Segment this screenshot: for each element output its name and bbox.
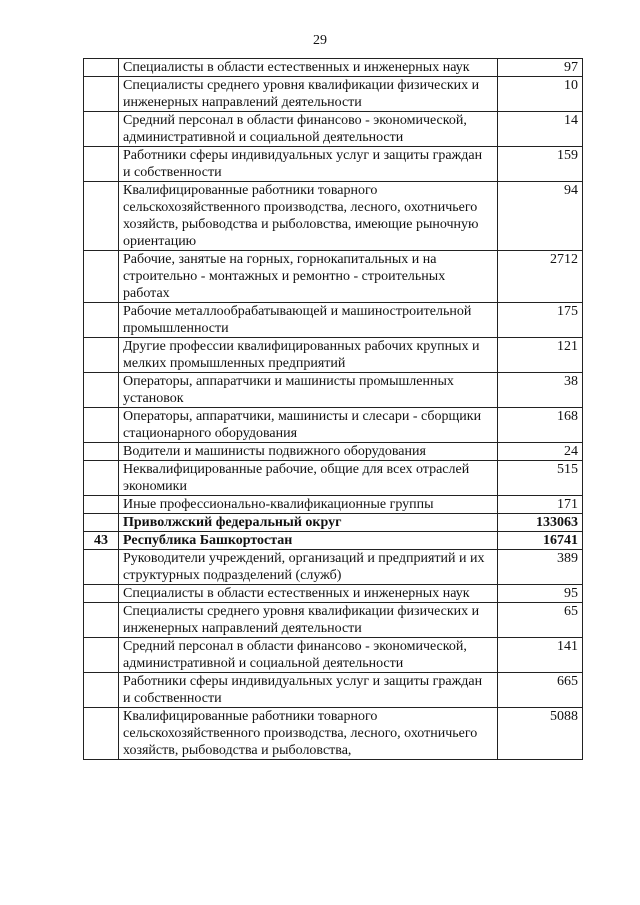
occupation-label-cell: Квалифицированные работники товарного сельскохозяйственного производства, лесного, охотничьего хозяйств, рыбоводства и рыболовства,: [119, 708, 498, 760]
table-row: [84, 603, 583, 638]
occupation-label-cell: Республика Башкортостан: [119, 532, 498, 550]
occupation-label-cell: Водители и машинисты подвижного оборудования: [119, 443, 498, 461]
table-row: [84, 147, 583, 182]
occupation-label-cell: Иные профессионально-квалификационные группы: [119, 496, 498, 514]
count-value-cell: 168: [498, 408, 583, 443]
page-number: 29: [313, 33, 327, 48]
occupation-label-cell: Неквалифицированные рабочие, общие для всех отраслей экономики: [119, 461, 498, 496]
occupation-label-cell: Средний персонал в области финансово - экономической, административной и социальной деятельности: [119, 112, 498, 147]
row-number-cell: [84, 585, 119, 603]
row-number-cell: [84, 338, 119, 373]
row-number-cell: [84, 550, 119, 585]
row-number-cell: [84, 514, 119, 532]
row-number-cell: [84, 496, 119, 514]
count-value-cell: 24: [498, 443, 583, 461]
count-value-cell: 665: [498, 673, 583, 708]
occupation-label-cell: Руководители учреждений, организаций и предприятий и их структурных подразделений (служб): [119, 550, 498, 585]
table-row: [84, 251, 583, 303]
row-number-cell: 43: [84, 532, 119, 550]
row-number-cell: [84, 673, 119, 708]
count-value-cell: 5088: [498, 708, 583, 760]
table-row: [84, 673, 583, 708]
table-row: [84, 408, 583, 443]
row-number-cell: [84, 461, 119, 496]
table-row: [84, 638, 583, 673]
row-number-cell: [84, 303, 119, 338]
occupation-label-cell: Работники сферы индивидуальных услуг и защиты граждан и собственности: [119, 147, 498, 182]
row-number-cell: [84, 182, 119, 251]
table-row: [84, 443, 583, 461]
row-number-cell: [84, 638, 119, 673]
occupation-label-cell: Средний персонал в области финансово - экономической, административной и социальной деятельности: [119, 638, 498, 673]
occupation-table: [83, 58, 583, 760]
occupation-label-cell: Операторы, аппаратчики, машинисты и слесари - сборщики стационарного оборудования: [119, 408, 498, 443]
count-value-cell: 175: [498, 303, 583, 338]
table-row: [84, 112, 583, 147]
row-number-cell: [84, 443, 119, 461]
table-row: [84, 496, 583, 514]
count-value-cell: 97: [498, 59, 583, 77]
count-value-cell: 65: [498, 603, 583, 638]
row-number-cell: [84, 59, 119, 77]
count-value-cell: 171: [498, 496, 583, 514]
table-row: [84, 585, 583, 603]
row-number-cell: [84, 408, 119, 443]
count-value-cell: 10: [498, 77, 583, 112]
count-value-cell: 141: [498, 638, 583, 673]
occupation-label-cell: Квалифицированные работники товарного сельскохозяйственного производства, лесного, охотничьего хозяйств, рыбоводства и рыболовства, имеющие рыночную ориентацию: [119, 182, 498, 251]
table-row: [84, 514, 583, 532]
occupation-label-cell: Специалисты в области естественных и инженерных наук: [119, 585, 498, 603]
occupation-label-cell: Другие профессии квалифицированных рабочих крупных и мелких промышленных предприятий: [119, 338, 498, 373]
table-row: [84, 708, 583, 760]
row-number-cell: [84, 708, 119, 760]
count-value-cell: 159: [498, 147, 583, 182]
occupation-label-cell: Операторы, аппаратчики и машинисты промышленных установок: [119, 373, 498, 408]
table-row: [84, 59, 583, 77]
row-number-cell: [84, 373, 119, 408]
count-value-cell: 121: [498, 338, 583, 373]
occupation-label-cell: Специалисты в области естественных и инженерных наук: [119, 59, 498, 77]
occupation-label-cell: Приволжский федеральный округ: [119, 514, 498, 532]
table-row: [84, 303, 583, 338]
count-value-cell: 133063: [498, 514, 583, 532]
row-number-cell: [84, 112, 119, 147]
count-value-cell: 94: [498, 182, 583, 251]
count-value-cell: 389: [498, 550, 583, 585]
table-row: [84, 373, 583, 408]
occupation-label-cell: Рабочие, занятые на горных, горнокапитальных и на строительно - монтажных и ремонтно - строительных работах: [119, 251, 498, 303]
table-row: [84, 77, 583, 112]
table-row: [84, 550, 583, 585]
table-row: [84, 182, 583, 251]
occupation-label-cell: Специалисты среднего уровня квалификации физических и инженерных направлений деятельности: [119, 77, 498, 112]
row-number-cell: [84, 77, 119, 112]
occupation-label-cell: Специалисты среднего уровня квалификации физических и инженерных направлений деятельности: [119, 603, 498, 638]
count-value-cell: 14: [498, 112, 583, 147]
row-number-cell: [84, 251, 119, 303]
row-number-cell: [84, 603, 119, 638]
table-body: [84, 59, 583, 760]
count-value-cell: 38: [498, 373, 583, 408]
table-row: [84, 461, 583, 496]
count-value-cell: 2712: [498, 251, 583, 303]
count-value-cell: 515: [498, 461, 583, 496]
table-row: [84, 532, 583, 550]
table-row: [84, 338, 583, 373]
occupation-label-cell: Рабочие металлообрабатывающей и машиностроительной промышленности: [119, 303, 498, 338]
count-value-cell: 95: [498, 585, 583, 603]
occupation-label-cell: Работники сферы индивидуальных услуг и защиты граждан и собственности: [119, 673, 498, 708]
row-number-cell: [84, 147, 119, 182]
count-value-cell: 16741: [498, 532, 583, 550]
